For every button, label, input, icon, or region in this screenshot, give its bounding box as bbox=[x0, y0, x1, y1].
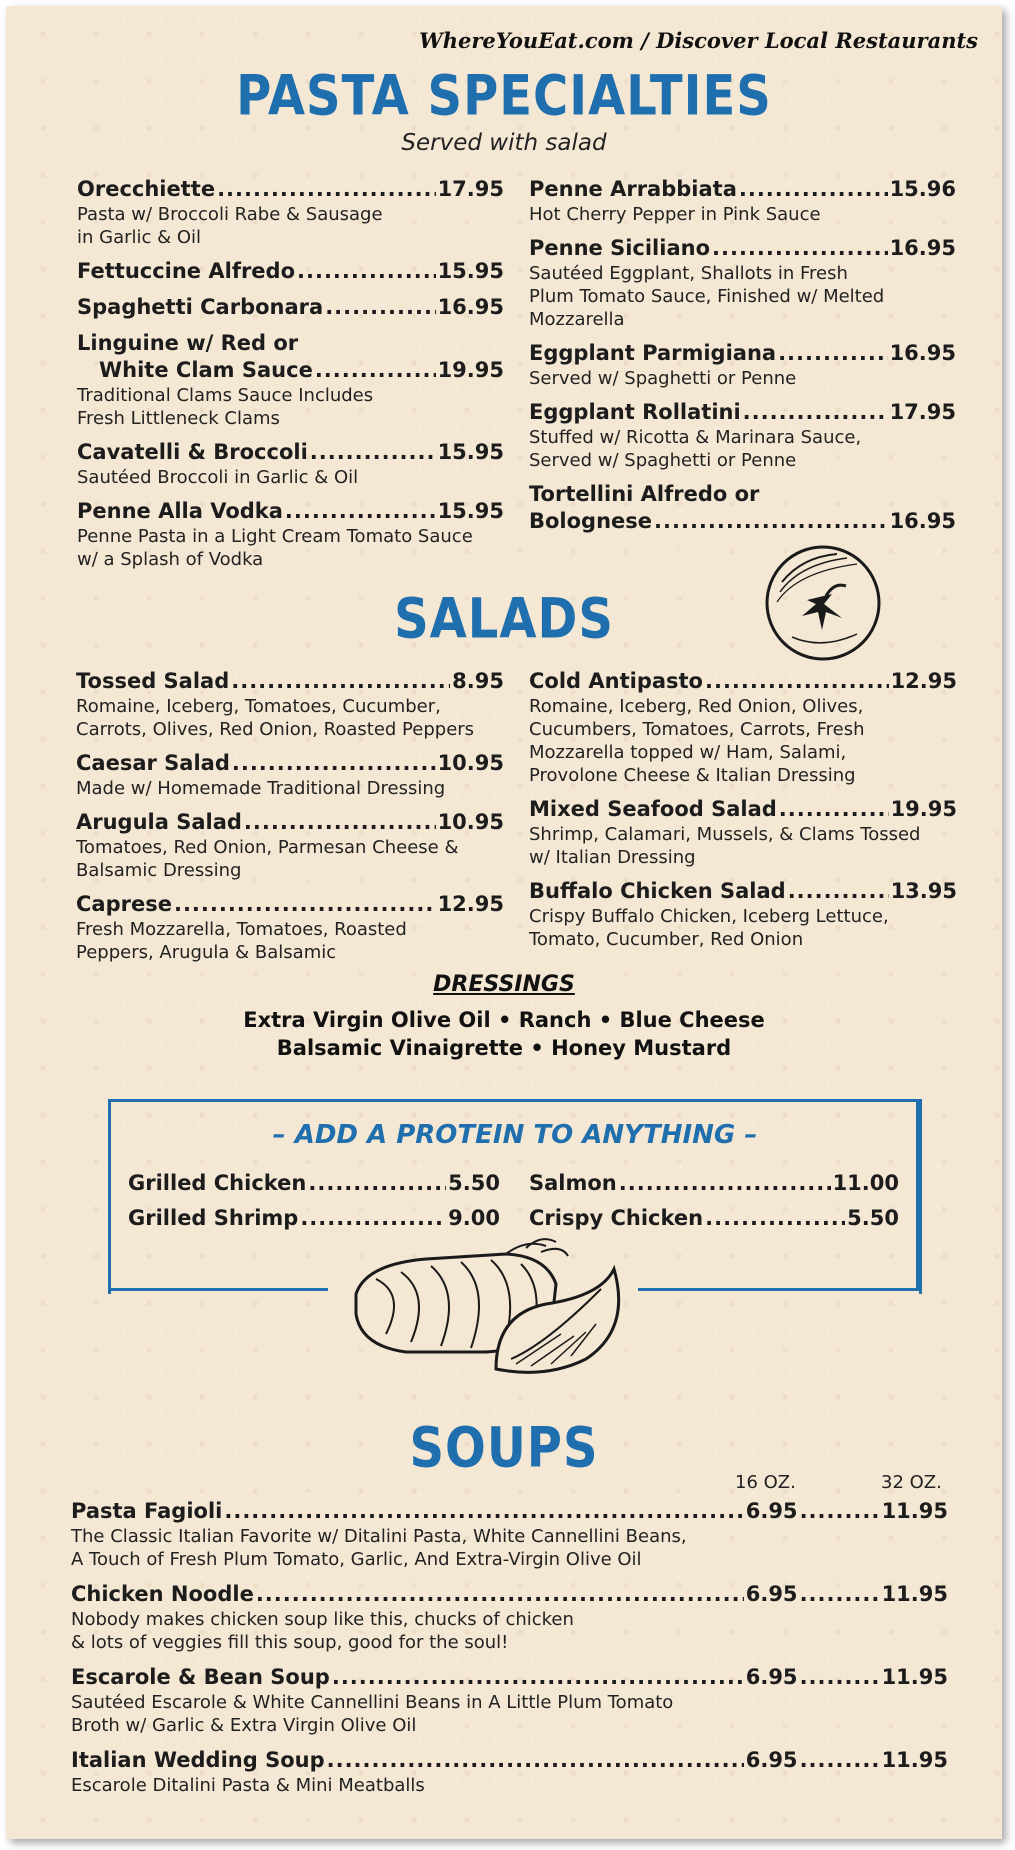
pasta-item-name: Eggplant Parmigiana bbox=[529, 341, 777, 365]
salad-item bbox=[76, 668, 504, 741]
pasta-item-price: 15.95 bbox=[437, 499, 504, 523]
pasta-item-price: 16.95 bbox=[889, 341, 956, 365]
leader-dots bbox=[300, 1205, 446, 1232]
pasta-item bbox=[77, 176, 504, 249]
soup-price-large: 11.95 bbox=[881, 1582, 948, 1606]
soup-item-description: Nobody makes chicken soup like this, chucks of chicken bbox=[71, 1609, 574, 1630]
protein-item-name: Grilled Chicken bbox=[128, 1171, 307, 1195]
soup-item-description: A Touch of Fresh Plum Tomato, Garlic, And Extra-Virgin Olive Oil bbox=[71, 1549, 642, 1570]
salad-item-description: Provolone Cheese & Italian Dressing bbox=[529, 765, 856, 786]
soup-item-description: & lots of veggies fill this soup, good for the soul! bbox=[71, 1632, 509, 1653]
salad-item-row bbox=[76, 668, 504, 695]
leader-dots bbox=[739, 176, 888, 203]
salad-item-row bbox=[76, 750, 504, 777]
protein-item-row bbox=[128, 1170, 500, 1197]
pasta-item-description: Plum Tomato Sauce, Finished w/ Melted bbox=[529, 286, 885, 307]
pasta-item-name: Orecchiette bbox=[77, 177, 216, 201]
pasta-item bbox=[77, 258, 504, 285]
protein-item bbox=[128, 1170, 500, 1197]
salad-item-price: 12.95 bbox=[437, 892, 504, 916]
protein-box-bottom-right bbox=[638, 1288, 919, 1291]
pasta-item-row bbox=[529, 508, 956, 535]
salad-item-description: Shrimp, Calamari, Mussels, & Clams Tossed bbox=[529, 824, 921, 845]
pasta-item-name: Penne Alla Vodka bbox=[77, 499, 283, 523]
protein-box-right-border bbox=[916, 1099, 919, 1291]
protein-item-price: 5.50 bbox=[448, 1171, 500, 1195]
pasta-item-price: 15.95 bbox=[437, 259, 504, 283]
pasta-item-name: Fettuccine Alfredo bbox=[77, 259, 296, 283]
menu-page bbox=[6, 6, 1002, 1839]
pasta-item-price: 15.95 bbox=[437, 440, 504, 464]
protein-item bbox=[128, 1205, 500, 1232]
leader-dots bbox=[705, 1205, 845, 1232]
salad-item bbox=[76, 750, 504, 800]
soup-item-row bbox=[71, 1581, 948, 1608]
salad-item-description: w/ Italian Dressing bbox=[529, 847, 696, 868]
leader-dots bbox=[705, 668, 889, 695]
pasta-item-price: 15.96 bbox=[889, 177, 956, 201]
pasta-item-description: Sautéed Broccoli in Garlic & Oil bbox=[77, 467, 359, 488]
salad-item-description: Mozzarella topped w/ Ham, Salami, bbox=[529, 742, 847, 763]
salad-item-price: 8.95 bbox=[452, 669, 504, 693]
protein-item-price: 9.00 bbox=[448, 1206, 500, 1230]
salad-item-row bbox=[76, 809, 504, 836]
pasta-item-price: 19.95 bbox=[437, 358, 504, 382]
soup-item bbox=[71, 1581, 948, 1654]
salad-item-description: Made w/ Homemade Traditional Dressing bbox=[76, 778, 446, 799]
pasta-item-description: Served w/ Spaghetti or Penne bbox=[529, 368, 797, 389]
pasta-item-name: Eggplant Rollatini bbox=[529, 400, 741, 424]
protein-item-price: 5.50 bbox=[847, 1206, 899, 1230]
soup-item bbox=[71, 1498, 948, 1571]
pasta-item-row bbox=[529, 235, 956, 262]
leader-dots bbox=[231, 668, 450, 695]
protein-item-price: 11.00 bbox=[832, 1171, 899, 1195]
pasta-item-row bbox=[529, 176, 956, 203]
pasta-item bbox=[529, 340, 956, 390]
soup-item-description: Sautéed Escarole & White Cannellini Beans in A Little Plum Tomato bbox=[71, 1692, 674, 1713]
salad-item-price: 13.95 bbox=[890, 879, 957, 903]
leader-dots bbox=[743, 399, 888, 426]
salad-item-description: Romaine, Iceberg, Red Onion, Olives, bbox=[529, 696, 864, 717]
pasta-item-description: w/ a Splash of Vodka bbox=[77, 549, 264, 570]
soup-size-small: 16 OZ. bbox=[735, 1472, 796, 1493]
protein-item-name: Salmon bbox=[529, 1171, 617, 1195]
leader-dots bbox=[800, 1581, 880, 1608]
pasta-item-name: Penne Siciliano bbox=[529, 236, 711, 260]
salads-right-column bbox=[529, 668, 957, 960]
pasta-item bbox=[529, 399, 956, 472]
pasta-item-row bbox=[529, 399, 956, 426]
salad-item-price: 19.95 bbox=[890, 797, 957, 821]
pasta-item-description: Fresh Littleneck Clams bbox=[77, 408, 280, 429]
leader-dots bbox=[285, 498, 436, 525]
pasta-item bbox=[77, 498, 504, 571]
soup-price-small: 6.95 bbox=[745, 1748, 798, 1772]
protein-item bbox=[529, 1170, 899, 1197]
pasta-item-row bbox=[77, 357, 504, 384]
salad-item-name: Arugula Salad bbox=[76, 810, 242, 834]
protein-item-row bbox=[128, 1205, 500, 1232]
salad-item-description: Carrots, Olives, Red Onion, Roasted Peppers bbox=[76, 719, 475, 740]
protein-box-bottom-left bbox=[108, 1288, 328, 1291]
protein-item-name: Grilled Shrimp bbox=[128, 1206, 299, 1230]
pasta-item-name: Cavatelli & Broccoli bbox=[77, 440, 308, 464]
soup-item-name: Italian Wedding Soup bbox=[71, 1748, 325, 1772]
pasta-item-price: 16.95 bbox=[889, 236, 956, 260]
pasta-item-name-line1: Linguine w/ Red or bbox=[77, 331, 299, 355]
salad-item-row bbox=[529, 668, 957, 695]
pasta-item-row bbox=[77, 498, 504, 525]
pasta-item-name-line1: Tortellini Alfredo or bbox=[529, 482, 760, 506]
protein-left-column bbox=[128, 1170, 500, 1240]
soup-item-description: The Classic Italian Favorite w/ Ditalini Pasta, White Cannellini Beans, bbox=[71, 1526, 687, 1547]
leader-dots bbox=[308, 1170, 446, 1197]
pasta-subtitle: Served with salad bbox=[401, 130, 607, 156]
salad-item-description: Balsamic Dressing bbox=[76, 860, 242, 881]
salad-item bbox=[529, 796, 957, 869]
soup-price-large: 11.95 bbox=[881, 1748, 948, 1772]
leader-dots bbox=[174, 891, 436, 918]
salad-item-name: Cold Antipasto bbox=[529, 669, 703, 693]
leader-dots bbox=[800, 1664, 880, 1691]
soup-size-large: 32 OZ. bbox=[881, 1472, 942, 1493]
pasta-item bbox=[529, 481, 956, 535]
leader-dots bbox=[310, 439, 436, 466]
salad-item-name: Caprese bbox=[76, 892, 172, 916]
dressings-line-1: Extra Virgin Olive Oil • Ranch • Blue Cheese bbox=[243, 1008, 765, 1032]
protein-item bbox=[529, 1205, 899, 1232]
pasta-item-description: Hot Cherry Pepper in Pink Sauce bbox=[529, 204, 821, 225]
site-banner[interactable]: WhereYouEat.com / Discover Local Restaurants bbox=[419, 28, 978, 53]
salad-item-description: Cucumbers, Tomatoes, Carrots, Fresh bbox=[529, 719, 865, 740]
leader-dots bbox=[332, 1664, 744, 1691]
pasta-item-name: White Clam Sauce bbox=[99, 358, 313, 382]
leader-dots bbox=[712, 235, 888, 262]
leader-dots bbox=[232, 750, 436, 777]
leader-dots bbox=[327, 1747, 744, 1774]
soup-item-name: Pasta Fagioli bbox=[71, 1499, 223, 1523]
salads-left-column bbox=[76, 668, 504, 973]
pasta-item-row bbox=[77, 294, 504, 321]
protein-title: – ADD A PROTEIN TO ANYTHING – bbox=[272, 1120, 758, 1150]
dressings-title: DRESSINGS bbox=[433, 972, 575, 997]
salad-item-name: Tossed Salad bbox=[76, 669, 230, 693]
pasta-item-description: Penne Pasta in a Light Cream Tomato Sauce bbox=[77, 526, 473, 547]
pasta-right-column bbox=[529, 176, 956, 544]
pasta-item-description: Mozzarella bbox=[529, 309, 625, 330]
protein-item-row bbox=[529, 1205, 899, 1232]
pasta-item-description: Traditional Clams Sauce Includes bbox=[77, 385, 374, 406]
leader-dots bbox=[256, 1581, 744, 1608]
pasta-item bbox=[529, 176, 956, 226]
soup-price-large: 11.95 bbox=[881, 1665, 948, 1689]
pasta-item-row bbox=[77, 439, 504, 466]
leader-dots bbox=[779, 796, 889, 823]
salad-item-row bbox=[529, 878, 957, 905]
pasta-item-description: Served w/ Spaghetti or Penne bbox=[529, 450, 797, 471]
pasta-item-description: Stuffed w/ Ricotta & Marinara Sauce, bbox=[529, 427, 862, 448]
pasta-item-name: Penne Arrabbiata bbox=[529, 177, 737, 201]
salad-item-row bbox=[76, 891, 504, 918]
pasta-item bbox=[77, 294, 504, 321]
salmon-lemon-illustration bbox=[346, 1234, 626, 1374]
salad-item-description: Romaine, Iceberg, Tomatoes, Cucumber, bbox=[76, 696, 441, 717]
leader-dots bbox=[800, 1747, 880, 1774]
salad-item-row bbox=[529, 796, 957, 823]
salad-item-name: Buffalo Chicken Salad bbox=[529, 879, 786, 903]
pasta-item-name: Spaghetti Carbonara bbox=[77, 295, 324, 319]
pasta-item-price: 17.95 bbox=[889, 400, 956, 424]
salad-item bbox=[76, 891, 504, 964]
leader-dots bbox=[325, 294, 435, 321]
pasta-item-price: 16.95 bbox=[889, 509, 956, 533]
leader-dots bbox=[788, 878, 889, 905]
leader-dots bbox=[217, 176, 436, 203]
soup-item-description: Escarole Ditalini Pasta & Mini Meatballs bbox=[71, 1775, 425, 1796]
salad-item-price: 10.95 bbox=[437, 810, 504, 834]
soup-item-description: Broth w/ Garlic & Extra Virgin Olive Oil bbox=[71, 1715, 417, 1736]
soup-item-row bbox=[71, 1664, 948, 1691]
pasta-item bbox=[529, 235, 956, 331]
soup-item-name: Chicken Noodle bbox=[71, 1582, 254, 1606]
pasta-item-description: in Garlic & Oil bbox=[77, 227, 202, 248]
salad-item-name: Mixed Seafood Salad bbox=[529, 797, 777, 821]
protein-right-column bbox=[529, 1170, 899, 1240]
leader-dots bbox=[244, 809, 436, 836]
pasta-left-column bbox=[77, 176, 504, 580]
salad-item-description: Fresh Mozzarella, Tomatoes, Roasted bbox=[76, 919, 407, 940]
leader-dots bbox=[315, 357, 436, 384]
pasta-item-row bbox=[529, 340, 956, 367]
protein-item-row bbox=[529, 1170, 899, 1197]
soups-list bbox=[71, 1498, 948, 1807]
salads-title: SALADS bbox=[394, 586, 614, 652]
soup-item bbox=[71, 1747, 948, 1797]
pasta-item-row bbox=[77, 176, 504, 203]
salad-item-price: 12.95 bbox=[890, 669, 957, 693]
salad-item bbox=[529, 668, 957, 787]
pasta-item-description: Sautéed Eggplant, Shallots in Fresh bbox=[529, 263, 848, 284]
leader-dots bbox=[224, 1498, 743, 1525]
leader-dots bbox=[297, 258, 436, 285]
salad-item-name: Caesar Salad bbox=[76, 751, 230, 775]
soup-item-row bbox=[71, 1498, 948, 1525]
salad-item-price: 10.95 bbox=[437, 751, 504, 775]
pasta-item-description: Pasta w/ Broccoli Rabe & Sausage bbox=[77, 204, 383, 225]
salad-item-description: Crispy Buffalo Chicken, Iceberg Lettuce, bbox=[529, 906, 889, 927]
dressings-line-2: Balsamic Vinaigrette • Honey Mustard bbox=[276, 1036, 732, 1060]
pasta-item-price: 16.95 bbox=[437, 295, 504, 319]
leader-dots bbox=[654, 508, 888, 535]
pasta-item bbox=[77, 439, 504, 489]
soup-item-name: Escarole & Bean Soup bbox=[71, 1665, 330, 1689]
soup-price-small: 6.95 bbox=[745, 1499, 798, 1523]
soup-item bbox=[71, 1664, 948, 1737]
salad-item-description: Tomato, Cucumber, Red Onion bbox=[529, 929, 804, 950]
salad-item bbox=[529, 878, 957, 951]
pasta-title: PASTA SPECIALTIES bbox=[236, 63, 772, 129]
leader-dots bbox=[619, 1170, 831, 1197]
protein-item-name: Crispy Chicken bbox=[529, 1206, 704, 1230]
salad-item-description: Tomatoes, Red Onion, Parmesan Cheese & bbox=[76, 837, 459, 858]
salad-item-description: Peppers, Arugula & Balsamic bbox=[76, 942, 337, 963]
soup-item-row bbox=[71, 1747, 948, 1774]
soup-price-small: 6.95 bbox=[745, 1665, 798, 1689]
salad-item bbox=[76, 809, 504, 882]
leader-dots bbox=[800, 1498, 880, 1525]
pasta-item-price: 17.95 bbox=[437, 177, 504, 201]
soups-title: SOUPS bbox=[409, 1415, 599, 1481]
leader-dots bbox=[778, 340, 887, 367]
soup-price-large: 11.95 bbox=[881, 1499, 948, 1523]
soup-price-small: 6.95 bbox=[745, 1582, 798, 1606]
pasta-item-name: Bolognese bbox=[529, 509, 653, 533]
pasta-item bbox=[77, 330, 504, 430]
pasta-item-row bbox=[77, 258, 504, 285]
